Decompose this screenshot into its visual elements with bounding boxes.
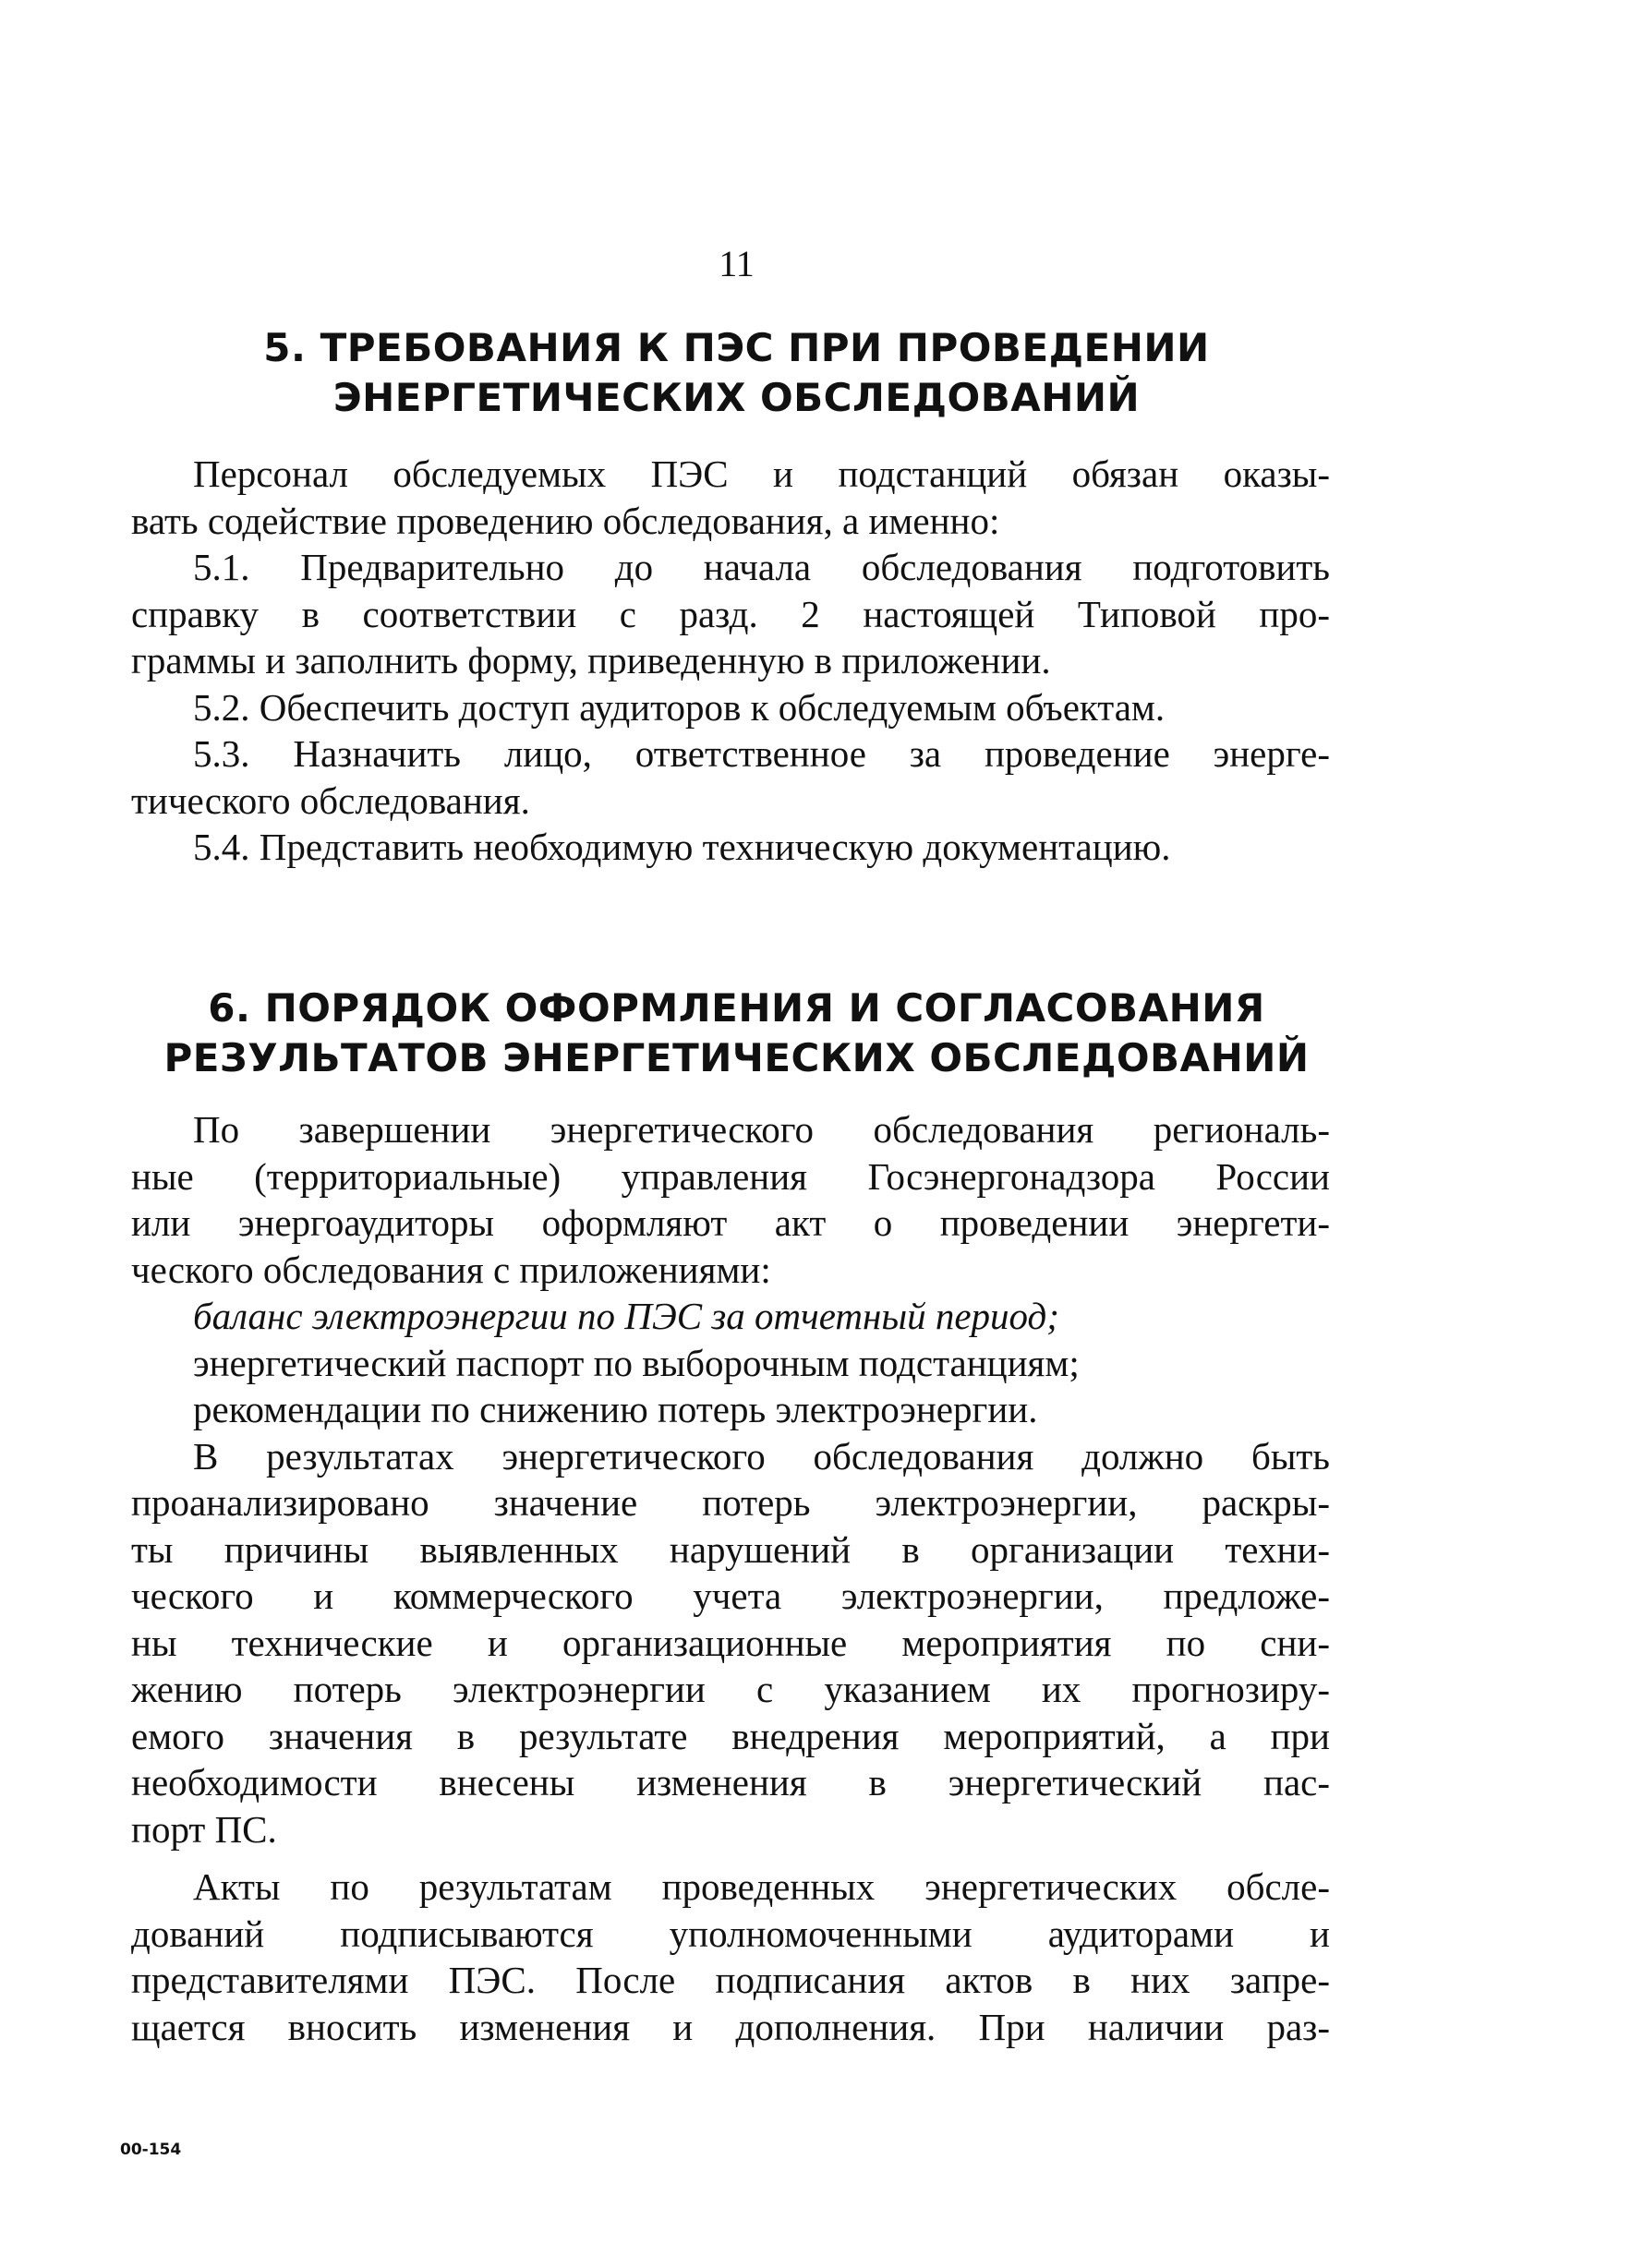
section-6-body <box>131 1106 1330 2050</box>
paragraph-line: емого значения в результате внедрения мероприятий, а при <box>131 1714 1330 1757</box>
paragraph-line: необходимости внесены изменения в энергетический пас- <box>131 1761 1330 1804</box>
paragraph-line: В результатах энергетического обследования должно быть <box>193 1434 1330 1478</box>
paragraph-line: жению потерь электроэнергии с указанием их прогнозиру- <box>131 1668 1330 1710</box>
paragraph-line: По завершении энергетического обследования региональ- <box>193 1108 1330 1151</box>
item-5-3-line: 5.3. Назначить лицо, ответственное за проведение энерге- <box>193 732 1330 775</box>
item-5-1-line: справку в соответствии с разд. 2 настоящей Типовой про- <box>131 592 1330 635</box>
heading-line: 6. ПОРЯДОК ОФОРМЛЕНИЯ И СОГЛАСОВАНИЯ <box>208 985 1265 1031</box>
paragraph-gap <box>131 1852 1330 1864</box>
paragraph-line: Акты по результатам проведенных энергетических обсле- <box>193 1865 1330 1908</box>
paragraph-line: или энергоаудиторы оформляют акт о проведении энергети- <box>131 1201 1330 1244</box>
paragraph-line: проанализировано значение потерь электроэнергии, раскры- <box>131 1481 1330 1524</box>
paragraph-line: ны технические и организационные мероприятия по сни- <box>131 1621 1330 1664</box>
appendix-item: баланс электроэнергии по ПЭС за отчетный период; <box>193 1295 1059 1337</box>
item-5-1-line: 5.1. Предварительно до начала обследования подготовить <box>193 546 1330 588</box>
paragraph-line: ческого обследования с приложениями: <box>131 1248 771 1291</box>
page-number: 11 <box>719 243 755 284</box>
section-5-heading <box>0 323 1473 423</box>
item-5-3-line: тического обследования. <box>131 778 530 822</box>
paragraph-line: представителями ПЭС. После подписания актов в них запре- <box>131 1959 1330 2001</box>
heading-line: РЕЗУЛЬТАТОВ ЭНЕРГЕТИЧЕСКИХ ОБСЛЕДОВАНИЙ <box>163 1035 1310 1080</box>
paragraph-line: порт ПС. <box>131 1807 277 1851</box>
footer-code: 00-154 <box>120 2141 182 2159</box>
section-5-body <box>131 451 1330 871</box>
heading-line: 5. ТРЕБОВАНИЯ К ПЭС ПРИ ПРОВЕДЕНИИ <box>263 325 1210 370</box>
item-5-1-line: граммы и заполнить форму, приведенную в приложении. <box>131 639 1051 682</box>
paragraph-line: вать содействие проведению обследования, а именно: <box>131 499 1000 542</box>
paragraph-line: дований подписываются уполномоченными аудиторами и <box>131 1912 1330 1955</box>
paragraph-line: ные (территориальные) управления Госэнергонадзора России <box>131 1154 1330 1198</box>
appendix-item: рекомендации по снижению потерь электроэнергии. <box>193 1388 1038 1430</box>
item-5-4: 5.4. Представить необходимую техническую документацию. <box>193 826 1171 868</box>
paragraph-line: Персонал обследуемых ПЭС и подстанций обязан оказы- <box>193 452 1330 495</box>
appendix-item: энергетический паспорт по выборочным подстанциям; <box>193 1341 1080 1384</box>
paragraph-line: щается вносить изменения и дополнения. При наличии раз- <box>131 2005 1330 2048</box>
paragraph-line: ческого и коммерческого учета электроэнергии, предложе- <box>131 1574 1330 1617</box>
paragraph-line: ты причины выявленных нарушений в организации техни- <box>131 1527 1330 1571</box>
section-6-heading <box>0 983 1473 1083</box>
heading-line: ЭНЕРГЕТИЧЕСКИХ ОБСЛЕДОВАНИЙ <box>332 375 1141 420</box>
item-5-2: 5.2. Обеспечить доступ аудиторов к обследуемым объектам. <box>193 685 1166 729</box>
